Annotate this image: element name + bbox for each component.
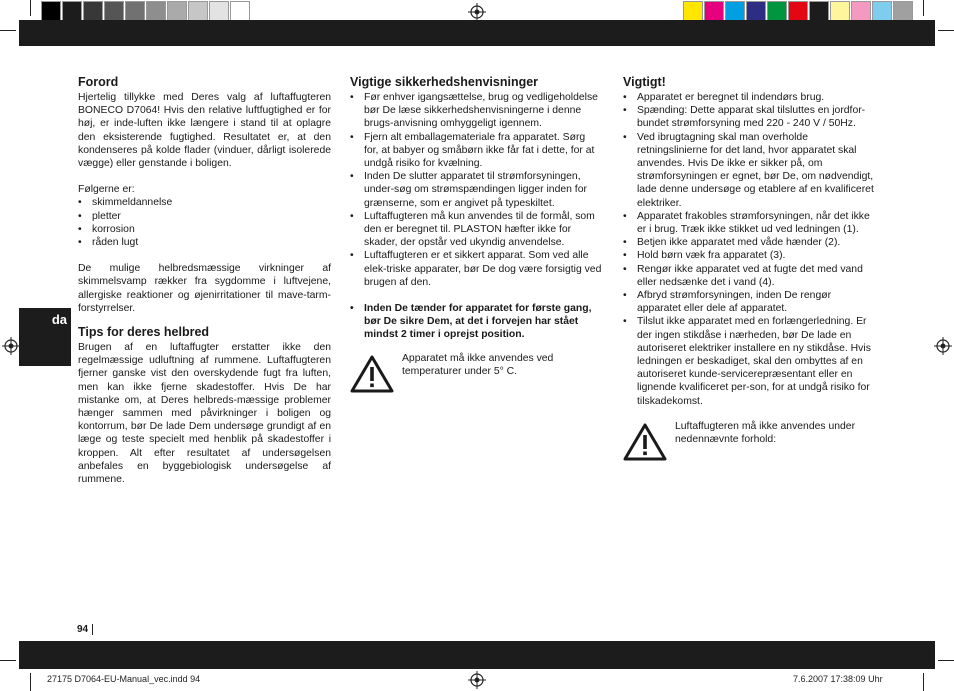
safety-bold-list bbox=[350, 302, 602, 342]
list-item: • pletter bbox=[78, 210, 331, 223]
warning-text: Apparatet må ikke anvendes ved temperaturer under 5° C. bbox=[402, 352, 554, 377]
list-item: • Luftaffugteren er et sikkert apparat. Som ved alle elek-triske apparater, bør De dog være forsigtig ved brugen af den. bbox=[350, 249, 602, 289]
footer-timestamp: 7.6.2007 17:38:09 Uhr bbox=[793, 674, 883, 684]
health-tips-paragraph: Brugen af en luftaffugter erstatter ikke den regelmæssige udluftning af rummene. Luftaffugteren fjerner ganske vist den overskydende fugt fra luften, men kan ikke fjerne skadestoffer. Hvis De har mistanke om, at Deres helbreds-mæssige problemer hænger sammen med påvirkninger i boligen og kontorrum, bør De lade Dem undersøge grundigt af en læge og teste specielt med henblik på skadestoffer i kroppen. Alt efter resultatet af undersøgelsen anbefales en byggebiologisk undersøgelse af rummene. bbox=[78, 342, 331, 486]
registration-mark-icon bbox=[934, 337, 952, 355]
list-item: • skimmeldannelse bbox=[78, 196, 331, 209]
color-swatch bbox=[41, 1, 61, 21]
color-swatch bbox=[872, 1, 892, 21]
color-swatch bbox=[767, 1, 787, 21]
color-swatch bbox=[125, 1, 145, 21]
warning-text: Luftaffugteren må ikke anvendes under nedennævnte forhold: bbox=[675, 420, 856, 446]
color-swatch bbox=[683, 1, 703, 21]
color-swatch bbox=[83, 1, 103, 21]
heading-forord: Forord bbox=[78, 75, 119, 89]
color-swatch bbox=[725, 1, 745, 21]
list-item: • Spænding: Dette apparat skal tilsluttes en jordfor-bundet strømforsyning med 220 - 240 V / 50Hz. bbox=[623, 104, 877, 130]
list-item: • Luftaffugteren må kun anvendes til de formål, som den er beregnet til. PLASTON hæfter ikke for skader, der opstår ved ukyndig anvendelse. bbox=[350, 210, 602, 250]
color-swatch bbox=[62, 1, 82, 21]
safety-list bbox=[350, 91, 602, 289]
top-bar bbox=[19, 20, 935, 46]
column-important bbox=[623, 75, 877, 461]
warning-triangle-icon bbox=[623, 423, 667, 461]
language-tab bbox=[19, 308, 71, 366]
crop-mark bbox=[0, 30, 16, 31]
column-safety bbox=[350, 75, 602, 393]
crop-mark bbox=[30, 673, 31, 691]
color-swatch bbox=[188, 1, 208, 21]
list-item: • Apparatet frakobles strømforsyningen, når det ikke er i brug. Træk ikke stikket ud ved ledningen (1). bbox=[623, 210, 877, 236]
footer-file-info: 27175 D7064-EU-Manual_vec.indd 94 bbox=[47, 674, 201, 684]
list-item: • Fjern alt emballagemateriale fra apparatet. Sørg for, at babyer og småbørn ikke får fat i dette, for at undgå risiko for kvælning. bbox=[350, 131, 602, 171]
usage-warning bbox=[623, 420, 877, 461]
list-item-bold: • Inden De tænder for apparatet for første gang, bør De sikre Dem, at det i forvejen har stået mindst 2 timer i oprejst position. bbox=[350, 302, 602, 342]
list-item: • Inden De slutter apparatet til strømforsyningen, under-søg om strømspændingen ligger inden for grænserne, som er angivet på typeskiltet. bbox=[350, 170, 602, 210]
color-swatch bbox=[851, 1, 871, 21]
list-item: • Ved ibrugtagning skal man overholde retningslinierne for det land, hvor apparatet skal anvendes. Hvis De ikke er sikker på, om strømforsyningen er egnet, bør De, om nødvendigt, lade denne undersøge og etablere af en kvalificeret elektriker. bbox=[623, 131, 877, 210]
color-swatch bbox=[830, 1, 850, 21]
color-swatch bbox=[746, 1, 766, 21]
color-swatch bbox=[788, 1, 808, 21]
column-intro bbox=[78, 75, 331, 486]
gray-color-bar bbox=[41, 1, 250, 21]
list-item: • Hold børn væk fra apparatet (3). bbox=[623, 249, 877, 262]
list-item: • råden lugt bbox=[78, 236, 331, 249]
intro-paragraph: Hjertelig tillykke med Deres valg af luftaffugteren BONECO D7064! Hvis den relative luftfugtighed er for høj, er inde-luften ikke længere i stand til at oplagre den eksisterende fugtighed. Resultatet er, at den kondenseres på kolde flader (vinduer, dårligt isolerede vægge) eller genstande i boligen. bbox=[78, 92, 331, 170]
crop-mark bbox=[938, 660, 954, 661]
crop-mark bbox=[923, 0, 924, 16]
temperature-warning bbox=[350, 352, 602, 393]
crop-mark bbox=[938, 30, 954, 31]
list-item: • Tilslut ikke apparatet med en forlængerledning. Er der ingen stikdåse i nærheden, bør De lade en autoriseret elektriker installere en ny stikdåse. Hvis ledningen er beskadiget, skal den ombyttes af en autoriseret kunde-servicerepræsentant eller en lignende kvalificeret per-son, for at undgå risiko for tilskadekomst. bbox=[623, 315, 877, 407]
list-item: • korrosion bbox=[78, 223, 331, 236]
consequences-intro: Følgerne er: bbox=[78, 184, 135, 196]
crop-mark bbox=[923, 673, 924, 691]
important-list bbox=[623, 91, 877, 408]
heading-safety: Vigtige sikkerhedshenvisninger bbox=[350, 75, 539, 89]
heading-health-tips: Tips for deres helbred bbox=[78, 325, 210, 340]
registration-mark-icon bbox=[2, 337, 20, 355]
bottom-bar bbox=[19, 641, 935, 669]
color-swatch bbox=[146, 1, 166, 21]
page-number: 94 bbox=[77, 624, 93, 635]
registration-mark-icon bbox=[468, 3, 486, 21]
color-swatch bbox=[209, 1, 229, 21]
list-item: • Rengør ikke apparatet ved at fugte det med vand eller nedsænke det i vand (4). bbox=[623, 263, 877, 289]
color-swatch bbox=[893, 1, 913, 21]
list-item: • Afbryd strømforsyningen, inden De rengør apparatet eller dele af apparatet. bbox=[623, 289, 877, 315]
language-label: da bbox=[51, 312, 67, 327]
color-swatch bbox=[704, 1, 724, 21]
heading-important: Vigtigt! bbox=[623, 75, 666, 89]
list-item: • Apparatet er beregnet til indendørs brug. bbox=[623, 91, 877, 104]
health-paragraph: De mulige helbredsmæssige virkninger af skimmelsvamp rækker fra sygdomme i luftvejene, allergiske reaktioner og øjenirritationer til mave-tarm-forstyrrelser. bbox=[78, 263, 331, 314]
registration-mark-icon bbox=[468, 671, 486, 689]
color-swatch bbox=[230, 1, 250, 21]
process-color-bar bbox=[683, 1, 913, 21]
list-item: • Før enhver igangsættelse, brug og vedligeholdelse bør De læse sikkerhedshenvisningerne i denne brugs-anvisning omhyggeligt igennem. bbox=[350, 91, 602, 131]
warning-triangle-icon bbox=[350, 355, 394, 393]
color-swatch bbox=[809, 1, 829, 21]
crop-mark bbox=[0, 660, 16, 661]
consequences-list bbox=[78, 196, 331, 249]
color-swatch bbox=[167, 1, 187, 21]
crop-mark bbox=[30, 0, 31, 16]
list-item: • Betjen ikke apparatet med våde hænder (2). bbox=[623, 236, 877, 249]
color-swatch bbox=[104, 1, 124, 21]
